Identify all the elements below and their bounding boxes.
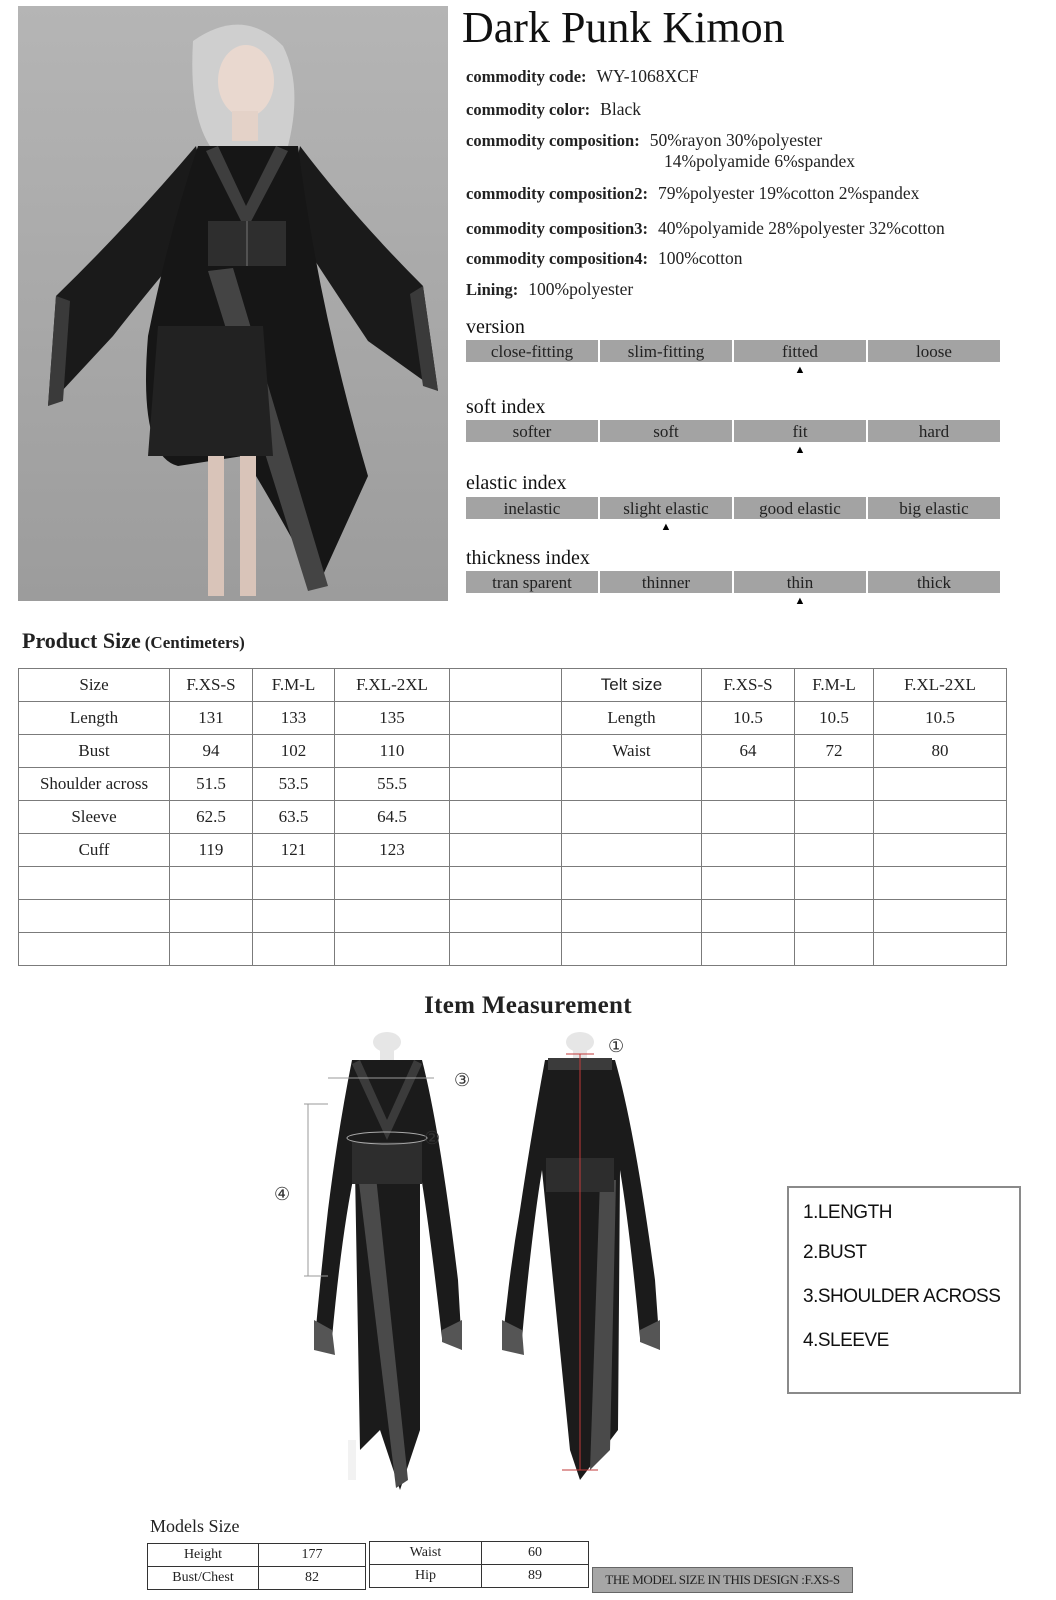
table-cell: 110 [335,735,450,768]
selected-marker-icon: ▲ [660,521,672,533]
table-cell: 133 [253,702,335,735]
elastic-option: inelastic [466,497,598,519]
table-cell [253,867,335,900]
table-cell [702,933,795,966]
table-row [562,933,1007,966]
elastic-option: good elastic [734,497,866,519]
table-cell [562,768,702,801]
table-cell: 10.5 [874,702,1007,735]
table-row [562,867,1007,900]
soft-option: hard [868,420,1000,442]
table-header: Telt size [562,669,702,702]
table-row [19,735,562,768]
table-cell: Shoulder across [19,768,170,801]
table-cell [874,900,1007,933]
table-cell [335,867,450,900]
table-cell [562,900,702,933]
table-cell: 177 [259,1544,366,1567]
table-cell: 64 [702,735,795,768]
version-option: close-fitting [466,340,598,362]
selected-marker-icon: ▲ [794,595,806,607]
table-cell [702,834,795,867]
table-cell [874,933,1007,966]
table-cell [795,834,874,867]
table-cell [450,702,562,735]
table-header: F.XL-2XL [874,669,1007,702]
table-cell: 102 [253,735,335,768]
table-cell: 121 [253,834,335,867]
product-photo [18,6,448,601]
spec-lining: Lining: 100%polyester [466,279,634,299]
table-cell: 131 [170,702,253,735]
table-cell: Bust [19,735,170,768]
table-cell [450,801,562,834]
thickness-option: thick [868,571,1000,593]
table-cell: 60 [482,1542,589,1565]
spec-composition2: commodity composition2: 79%polyester 19%cotton 2%spandex [466,183,920,203]
table-header: F.XL-2XL [335,669,450,702]
callout-1: ① [608,1036,625,1057]
models-size-table-right [369,1541,589,1588]
callout-2: ② [424,1128,441,1149]
table-cell [253,900,335,933]
table-header [450,669,562,702]
legend-item: 2.BUST [803,1242,867,1263]
elastic-index-scale [466,497,1000,533]
table-cell: 72 [795,735,874,768]
table-cell [19,867,170,900]
product-size-title: Product Size (Centimeters) [22,628,245,653]
table-header: F.XS-S [702,669,795,702]
back-garment [502,1032,660,1480]
table-cell: 119 [170,834,253,867]
table-cell: 135 [335,702,450,735]
table-row [19,900,562,933]
table-row [148,1544,366,1567]
table-cell [170,867,253,900]
soft-option: soft [600,420,732,442]
table-header: F.M-L [795,669,874,702]
legend-item: 3.SHOULDER ACROSS [803,1286,1001,1307]
table-cell: Length [562,702,702,735]
spec-code: commodity code: WY-1068XCF [466,66,699,86]
elastic-index-title: elastic index [466,472,567,494]
table-cell [562,801,702,834]
product-title: Dark Punk Kimon [462,3,785,52]
spec-composition-line2: 14%polyamide 6%spandex [664,151,855,171]
table-cell: 82 [259,1567,366,1590]
table-cell: 80 [874,735,1007,768]
table-cell [874,867,1007,900]
thickness-option: thinner [600,571,732,593]
table-header: F.XS-S [170,669,253,702]
table-row [370,1565,589,1588]
table-cell [795,867,874,900]
table-cell [170,900,253,933]
table-cell: Cuff [19,834,170,867]
table-cell [562,867,702,900]
table-row [562,702,1007,735]
table-cell: 63.5 [253,801,335,834]
table-cell: Bust/Chest [148,1567,259,1590]
table-cell [170,933,253,966]
version-option: fitted ▲ [734,340,866,362]
table-row [562,801,1007,834]
table-row [148,1567,366,1590]
front-garment [314,1032,462,1490]
table-cell: Waist [370,1542,482,1565]
table-cell [450,834,562,867]
callout-4: ④ [274,1184,291,1205]
table-row [562,900,1007,933]
table-row [19,933,562,966]
thickness-option: thin ▲ [734,571,866,593]
table-cell: 51.5 [170,768,253,801]
table-row [19,834,562,867]
table-cell: Hip [370,1565,482,1588]
table-cell [450,768,562,801]
table-cell: 55.5 [335,768,450,801]
dress-size-table [18,668,562,966]
table-cell [702,801,795,834]
table-cell: Length [19,702,170,735]
elastic-option: big elastic [868,497,1000,519]
measurement-diagram [274,1030,730,1500]
spec-composition4: commodity composition4: 100%cotton [466,248,743,268]
version-title: version [466,316,525,338]
table-row [19,867,562,900]
table-header-row [19,669,562,702]
models-size-table-left [147,1543,366,1590]
model-figure [18,6,448,601]
table-cell [874,801,1007,834]
table-cell: 10.5 [795,702,874,735]
table-cell: Sleeve [19,801,170,834]
table-cell [874,768,1007,801]
belt-size-table [561,668,1007,966]
thickness-option: tran sparent [466,571,598,593]
table-cell [562,933,702,966]
legend-item: 4.SLEEVE [803,1330,889,1351]
measurement-legend [787,1186,1021,1394]
spec-composition: commodity composition: 50%rayon 30%polyester [466,130,823,150]
table-cell: 89 [482,1565,589,1588]
table-cell [335,933,450,966]
elastic-option: slight elastic ▲ [600,497,732,519]
thickness-index-scale [466,571,1000,607]
table-cell [450,933,562,966]
table-cell [562,834,702,867]
table-row [562,768,1007,801]
table-cell [702,867,795,900]
table-cell [795,801,874,834]
table-cell: Waist [562,735,702,768]
selected-marker-icon: ▲ [794,444,806,456]
callout-3: ③ [454,1070,471,1091]
table-cell: 94 [170,735,253,768]
table-cell [702,768,795,801]
item-measurement-title: Item Measurement [424,992,632,1019]
version-option: loose [868,340,1000,362]
selected-marker-icon: ▲ [794,364,806,376]
table-cell [795,900,874,933]
spec-composition3: commodity composition3: 40%polyamide 28%polyester 32%cotton [466,218,945,238]
table-row [19,768,562,801]
model-size-note: THE MODEL SIZE IN THIS DESIGN :F.XS-S [592,1567,853,1593]
table-header: F.M-L [253,669,335,702]
table-header-row [562,669,1007,702]
table-cell [702,900,795,933]
thickness-index-title: thickness index [466,547,590,569]
table-cell [335,900,450,933]
table-cell: Height [148,1544,259,1567]
table-row [562,834,1007,867]
table-cell [450,900,562,933]
table-cell: 123 [335,834,450,867]
table-cell [450,867,562,900]
table-cell [19,933,170,966]
table-row [19,702,562,735]
soft-option: fit ▲ [734,420,866,442]
table-cell [450,735,562,768]
table-cell: 10.5 [702,702,795,735]
spec-color: commodity color: Black [466,99,641,119]
table-cell: 64.5 [335,801,450,834]
table-cell: 53.5 [253,768,335,801]
table-cell [795,933,874,966]
table-cell [795,768,874,801]
soft-index-scale [466,420,1000,456]
version-scale [466,340,1000,376]
models-size-title: Models Size [150,1516,240,1536]
table-cell [19,900,170,933]
table-row [19,801,562,834]
table-cell [253,933,335,966]
table-row [562,735,1007,768]
table-row [370,1542,589,1565]
table-header: Size [19,669,170,702]
version-option: slim-fitting [600,340,732,362]
soft-index-title: soft index [466,396,546,418]
table-cell [874,834,1007,867]
table-cell: 62.5 [170,801,253,834]
legend-item: 1.LENGTH [803,1202,892,1223]
soft-option: softer [466,420,598,442]
